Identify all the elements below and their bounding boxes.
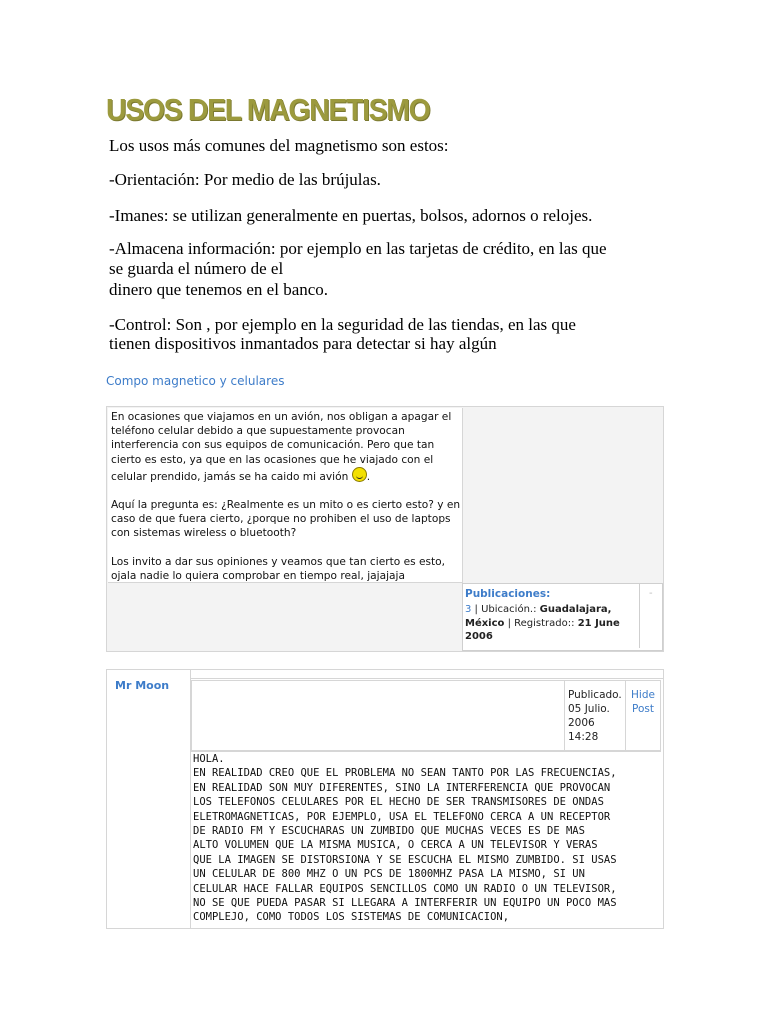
date-time: 14:28 bbox=[568, 731, 599, 743]
post-date bbox=[568, 688, 628, 744]
pub-count-link[interactable]: 3 bbox=[465, 604, 472, 615]
forum-post-2 bbox=[106, 669, 664, 929]
location-value: Guadalajara, México bbox=[465, 604, 612, 629]
paragraph-almacena-1: -Almacena información: por ejemplo en las tarjetas de crédito, en las que bbox=[109, 239, 607, 258]
hide-label[interactable]: Hide bbox=[631, 689, 655, 701]
publicaciones-heading: Publicaciones: bbox=[465, 588, 551, 600]
smiley-icon bbox=[352, 467, 367, 482]
paragraph-almacena-2: se guarda el número de el bbox=[109, 259, 284, 278]
paragraph-imanes: -Imanes: se utilizan generalmente en puertas, bolsos, adornos o relojes. bbox=[109, 206, 593, 225]
post-body-text: HOLA. EN REALIDAD CREO QUE EL PROBLEMA NO SEAN TANTO POR LAS FRECUENCIAS, EN REALIDAD SON MUY DIFERENTES, SINO LA INTERFERENCIA QUE PROVOCAN LOS TELEFONOS CELULARES POR EL HECHO DE SER TRANSMISORES DE ONDAS ELETROMAGNETICAS, POR EJEMPLO, USA EL TELEFONO CERCA A UN RECEPTOR DE RADIO FM Y ESCUCHARAS UN ZUMBIDO QUE MUCHAS VECES ES DE MAS ALTO VOLUMEN QUE LA MISMA MUSICA, O CERCA A UN TELEVISOR Y VERAS QUE LA IMAGEN SE DISTORSIONA Y SE ESCUCHA EL MISMO ZUMBIDO. SI USAS UN CELULAR DE 800 MHZ O UN PCS DE 1800MHZ PASA LA MISMO, SI UN CELULAR HACE FALLAR EQUIPOS SENCILLOS COMO UN RADIO O UN TELEVISOR, NO SE QUE PUEDA PASAR SI LLEGARA A INTERFERIR UN EQUIPO UN POCO MAS COMPLEJO, COMO TODOS LOS SISTEMAS DE COMUNICACION, bbox=[193, 753, 617, 924]
author-details bbox=[465, 603, 637, 644]
post-text-2: Aquí la pregunta es: ¿Realmente es un mito o es cierto esto? y en caso de que fuera cierto, ¿porque no prohiben el uso de laptops con sistemas wireless o bluetooth? bbox=[111, 499, 461, 540]
date-label: Publicado. bbox=[568, 689, 622, 701]
registered-value: 21 June 2006 bbox=[465, 617, 620, 642]
date-year: 2006 bbox=[568, 717, 595, 729]
date-day: 05 Julio. bbox=[568, 703, 610, 715]
post-message-text bbox=[111, 410, 461, 583]
post-text-3: Los invito a dar sus opiniones y veamos que tan cierto es esto, ojala nadie lo quiera comprobar en tiempo real, jajajaja bbox=[111, 555, 446, 582]
post-text-1-end: . bbox=[366, 470, 371, 483]
section-subtitle: Compo magnetico y celulares bbox=[106, 374, 285, 388]
forum-post-1 bbox=[106, 406, 664, 652]
page-title: USOS DEL MAGNETISMO bbox=[106, 92, 430, 127]
post-header bbox=[191, 680, 661, 752]
hide-post-link[interactable] bbox=[628, 688, 658, 716]
author-info-cell bbox=[462, 583, 663, 651]
registered-label: | Registrado:: bbox=[504, 617, 578, 629]
post-body bbox=[191, 750, 661, 927]
paragraph-control-2: tienen dispositivos inmantados para detectar si hay algún bbox=[109, 334, 497, 353]
author-info bbox=[463, 584, 640, 648]
post-label[interactable]: Post bbox=[632, 703, 654, 715]
post-text-1: En ocasiones que viajamos en un avión, nos obligan a apagar el teléfono celular debido a que supuestamente provocan interferencia con sus equipos de comunicación. Pero que tan cierto es esto, ya que en las ocasiones que he viajado con el celular prendido, jamás se ha caido mi avión bbox=[111, 411, 452, 483]
paragraph-almacena-3: dinero que tenemos en el banco. bbox=[109, 280, 329, 299]
date-divider bbox=[564, 681, 565, 751]
author-name-link[interactable]: Mr Moon bbox=[115, 679, 170, 692]
paragraph-control-1: -Control: Son , por ejemplo en la seguridad de las tiendas, en las que bbox=[109, 315, 576, 334]
header-divider bbox=[191, 678, 663, 679]
post-message bbox=[108, 408, 463, 583]
corner-mark: - bbox=[649, 588, 653, 599]
location-label: | Ubicación.: bbox=[471, 604, 540, 615]
paragraph-intro: Los usos más comunes del magnetismo son estos: bbox=[109, 136, 449, 155]
paragraph-orientacion: -Orientación: Por medio de las brújulas. bbox=[109, 170, 381, 189]
